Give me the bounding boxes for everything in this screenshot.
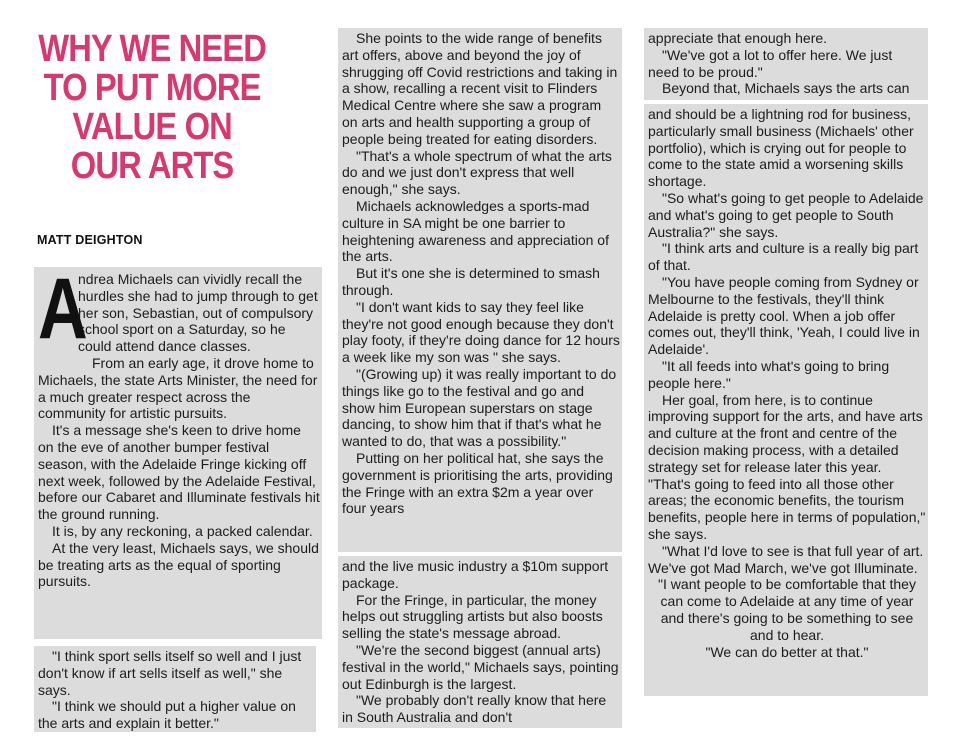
- dropcap: A: [38, 261, 88, 357]
- paragraph: "I think we should put a higher value on the arts and explain it better.": [38, 698, 296, 732]
- paragraph: At the very least, Michaels says, we should be treating arts as the equal of sporting pursuits.: [38, 539, 319, 590]
- paragraph: "I think arts and culture is a really big part of that.: [648, 240, 919, 274]
- first-paragraph-text: ndrea Michaels can vividly recall the hurdles she had to jump through to get her son, Sebastian, out of compulsory school sport on a Saturday, so he could attend dance classes.: [78, 271, 318, 355]
- paragraph: "What I'd love to see is that full year of art. We've got Mad March, we've got Illuminate.: [648, 542, 924, 576]
- paragraph: Her goal, from here, is to continue improving support for the arts, and have arts and culture at the front and centre of the decision making process, with a detailed strategy set for release later this year. "That's going to feed into all those other areas; the economic benefits, the tourism benefits, people here in terms of population," she says.: [648, 391, 926, 542]
- paragraph: "We've got a lot to offer here. We just need to be proud.": [648, 46, 893, 80]
- headline: [36, 30, 268, 186]
- paragraph: "I think sport sells itself so well and I just don't know if art sells itself as well," she says.: [38, 648, 302, 698]
- paragraph: "We can do better at that.": [705, 643, 869, 660]
- paragraph: "(Growing up) it was really important to do things like go to the festival and go and show him European superstars on stage dancing, to show him that if that's what he wanted to do, that was a possibility.": [342, 365, 617, 450]
- col1-upper-block: [34, 261, 322, 639]
- col1-lower-block: [34, 646, 316, 732]
- headline-line: WHY WE NEED: [38, 28, 266, 70]
- paragraph: It's a message she's keen to drive home on the eve of another bumper festival season, with the Adelaide Fringe kicking off next week, followed by the Adelaide Festival, before our Cabaret and Illuminate festivals hit the ground running.: [38, 422, 320, 523]
- paragraph: "So what's going to get people to Adelaide and what's going to get people to South Australia?" she says.: [648, 189, 924, 240]
- paragraph: "That's a whole spectrum of what the arts do and we just don't express that well enough," she says.: [342, 147, 612, 198]
- paragraph: "We probably don't really know that here in South Australia and don't: [342, 692, 607, 726]
- paragraph: For the Fringe, in particular, the money helps out struggling artists but also boosts selling the state's message abroad.: [342, 591, 603, 642]
- paragraph: "You have people coming from Sydney or Melbourne to the festivals, they'll think Adelaide is pretty cool. When a job offer comes out, they'll think, 'Yeah, I could live in Adelaide'.: [648, 273, 920, 358]
- paragraph: "I want people to be comfortable that they can come to Adelaide at any time of year and there's going to be something to see and to hear.: [658, 576, 916, 643]
- col2-lower-block: [338, 556, 622, 728]
- paragraph: From an early age, it drove home to Michaels, the state Arts Minister, the need for a much greater respect across the community for artistic pursuits.: [38, 354, 318, 422]
- paragraph: "We're the second biggest (annual arts) festival in the world," Michaels says, pointing out Edinburgh is the largest.: [342, 641, 619, 692]
- paragraph: and should be a lightning rod for business, particularly small business (Michaels' other portfolio), which is crying out for people to come to the state amid a worsening skills shortage.: [648, 106, 914, 190]
- headline-line: TO PUT MORE: [43, 67, 261, 109]
- col2-upper-block: [338, 28, 622, 552]
- first-paragraph: [38, 261, 320, 357]
- paragraph: But it's one she is determined to smash through.: [342, 265, 600, 298]
- paragraph: Michaels acknowledges a sports-mad culture in SA might be one barrier to heightening awareness and appreciation of the arts.: [342, 197, 609, 265]
- paragraph: Putting on her political hat, she says the government is prioritising the arts, providing the Fringe with an extra $2m a year over four years: [342, 449, 613, 517]
- paragraph: "I don't want kids to say they feel like they're not good enough because they don't play footy, if they're doing dance for 12 hours a week like my son was " she says.: [342, 298, 620, 366]
- paragraph: It is, by any reckoning, a packed calendar.: [52, 522, 313, 539]
- paragraph: "It all feeds into what's going to bring people here.": [648, 357, 890, 391]
- paragraph: Beyond that, Michaels says the arts can: [662, 80, 910, 97]
- paragraph: and the live music industry a $10m support package.: [342, 558, 609, 591]
- headline-line: VALUE ON: [72, 106, 232, 148]
- paragraph: She points to the wide range of benefits art offers, above and beyond the joy of shrugging off Covid restrictions and taking in a show, recalling a recent visit to Flinders Medical Centre where she saw a program on arts and health supporting a group of people being treated for eating disorders.: [342, 30, 618, 147]
- col3-upper-block: [644, 28, 928, 100]
- byline: MATT DEIGHTON: [37, 233, 143, 247]
- paragraph: appreciate that enough here.: [648, 30, 828, 46]
- col3-lower-block: [644, 104, 928, 696]
- headline-line: OUR ARTS: [70, 145, 234, 187]
